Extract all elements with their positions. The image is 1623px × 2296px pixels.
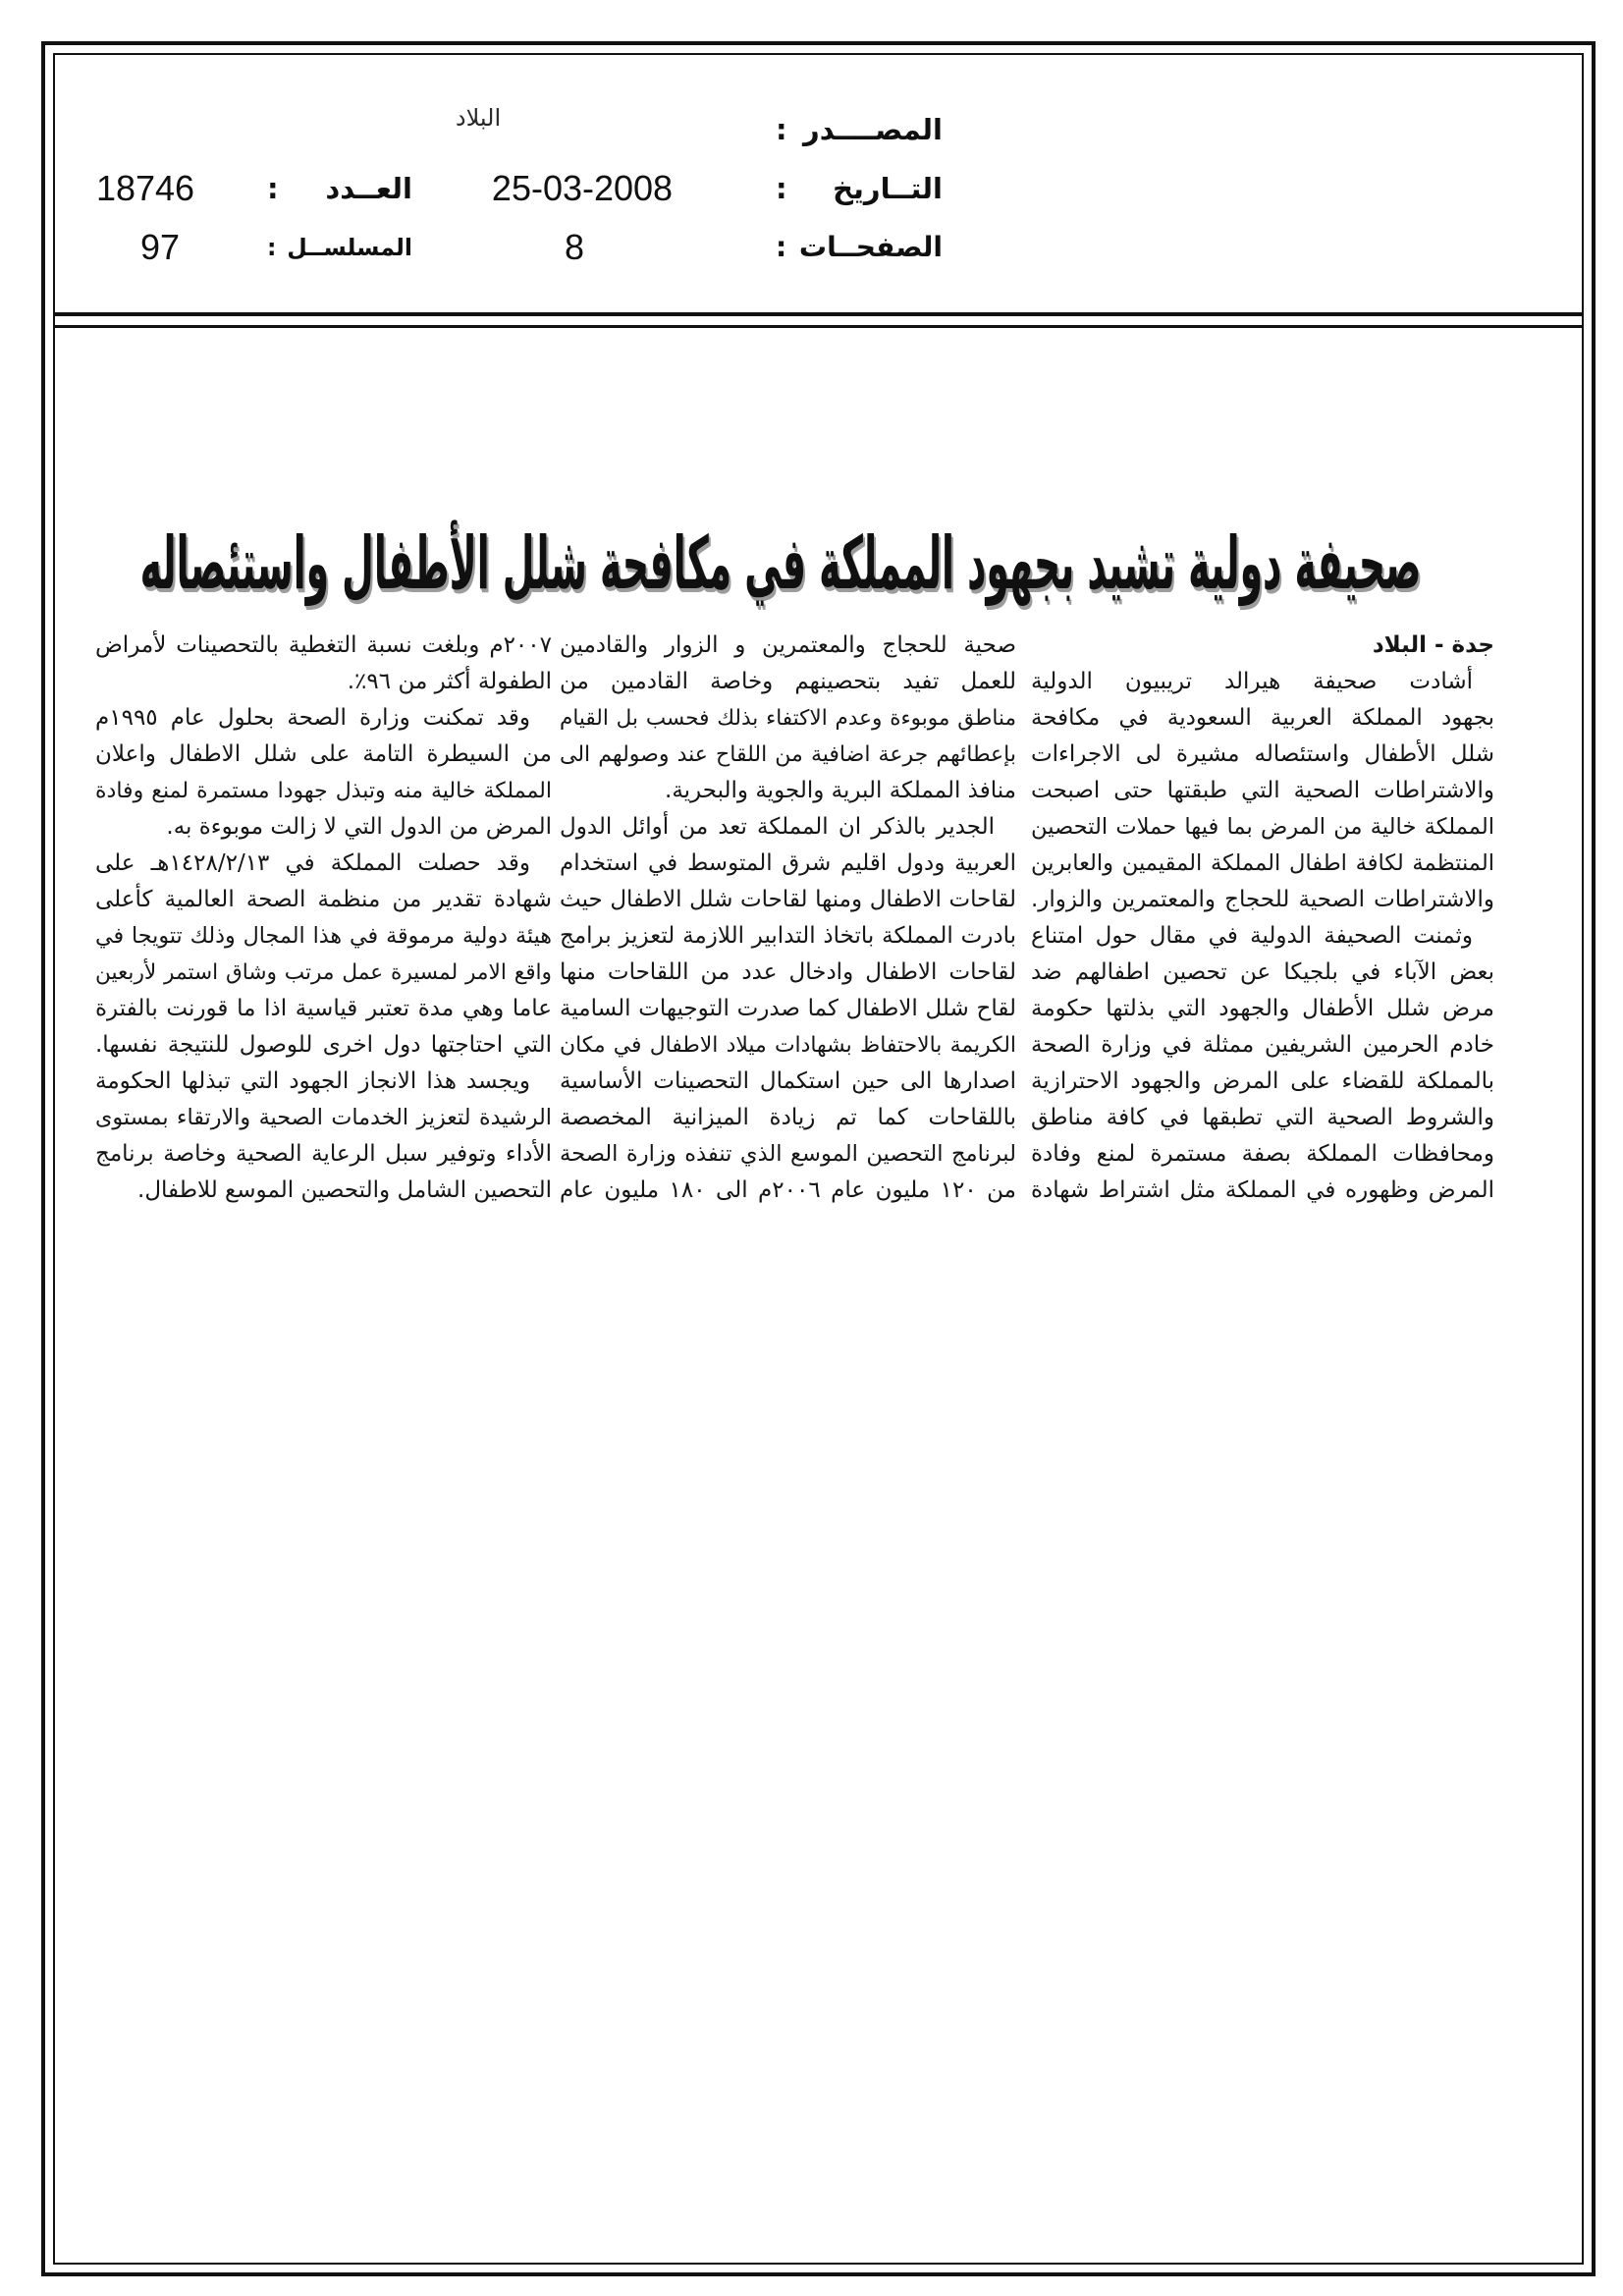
article-line: المرض وظهوره في المملكة مثل اشتراط شهادة (1031, 1177, 1494, 1203)
article-line: لقاحات الاطفال ومنها لقاحات شلل الاطفال حيث (560, 887, 1016, 912)
article-line: واقع الامر لمسيرة عمل مرتب وشاق استمر لأربعين (95, 960, 552, 985)
header-separator-bottom (53, 325, 1584, 328)
serial-label: المسلســل : (267, 234, 412, 261)
header-separator-top (53, 312, 1584, 316)
article-line: الكريمة بالاحتفاظ بشهادات ميلاد الاطفال في مكان (560, 1033, 1016, 1058)
article-line: شلل الأطفال واستئصاله مشيرة لى الاجراءات (1031, 741, 1494, 767)
article-line: والشروط الصحية التي تطبقها في كافة مناطق (1031, 1105, 1494, 1130)
article-column-left (95, 628, 552, 1209)
article-line: المملكة خالية من المرض بما فيها حملات التحصين (1031, 814, 1494, 840)
article-line: للعمل تفيد بتحصينهم وخاصة القادمين من (560, 669, 1016, 694)
issue-label: العــدد : (267, 172, 412, 205)
article-line: بعض الآباء في بلجيكا عن تحصين اطفالهم ضد (1031, 959, 1494, 985)
issue-value: 18746 (95, 168, 195, 208)
article-line: عاما وهي مدة تعتبر قياسية اذا ما قورنت بالفترة (95, 996, 552, 1021)
date-value: 25-03-2008 (491, 168, 674, 208)
article-line: خادم الحرمين الشريفين ممثلة في وزارة الصحة (1031, 1032, 1494, 1058)
date-label: التــاريخ : (776, 172, 943, 205)
article-line: وقد تمكنت وزارة الصحة بحلول عام ١٩٩٥م (95, 705, 530, 731)
article-line: مناطق موبوءة وعدم الاكتفاء بذلك فحسب بل القيام (560, 706, 1016, 731)
article-line: ومحافظات المملكة بصفة مستمرة لمنع وفادة (1031, 1141, 1494, 1167)
article-line: اصدارها الى حين استكمال التحصينات الأساسية (560, 1068, 1016, 1094)
article-line: الطفولة أكثر من ٩٦٪. (347, 669, 552, 694)
article-line: من السيطرة التامة على شلل الاطفال واعلان (95, 741, 552, 767)
article-line: وثمنت الصحيفة الدولية في مقال حول امتناع (1031, 923, 1473, 949)
article-line: لبرنامج التحصين الموسع الذي تنفذه وزارة الصحة (560, 1141, 1016, 1167)
article-line: من ١٢٠ مليون عام ٢٠٠٦م الى ١٨٠ مليون عام (560, 1177, 1016, 1203)
dateline: جدة - البلاد (1372, 632, 1494, 658)
article-line: الرشيدة لتعزيز الخدمات الصحية والارتقاء بمستوى (95, 1105, 552, 1130)
article-line: هيئة دولية مرموقة في هذا المجال وذلك تتويجا في (95, 923, 552, 949)
source-value: البلاد (455, 104, 502, 132)
article-line: باللقاحات كما تم زيادة الميزانية المخصصة (560, 1105, 1016, 1130)
article-line: المرض من الدول التي لا زالت موبوءة به. (166, 814, 552, 840)
article-line: منافذ المملكة البرية والجوية والبحرية. (665, 778, 1016, 803)
article-line: وقد حصلت المملكة في ١٤٢٨/٢/١٣هـ على (95, 850, 530, 876)
pages-label: الصفحــات : (776, 231, 943, 263)
article-line: والاشتراطات الصحية التي طبقتها حتى اصبحت (1031, 778, 1494, 803)
article-line: بادرت المملكة باتخاذ التدابير اللازمة لتعزيز برامج (560, 923, 1016, 949)
article-line: التي احتاجتها دول اخرى للوصول للنتيجة نفسها. (95, 1032, 552, 1058)
article-line: بجهود المملكة العربية السعودية في مكافحة (1031, 705, 1494, 731)
article-line: المنتظمة لكافة اطفال المملكة المقيمين والعابرين (1031, 850, 1494, 876)
article-line: صحية للحجاج والمعتمرين و الزوار والقادمين (560, 632, 1016, 658)
article-line: ويجسد هذا الانجاز الجهود التي تبذلها الحكومة (95, 1068, 530, 1094)
article-line: شهادة تقدير من منظمة الصحة العالمية كأعلى (95, 887, 552, 912)
article-line: بإعطائهم جرعة اضافية من اللقاح عند وصولهم الى (560, 742, 1016, 767)
article-line: بالمملكة للقضاء على المرض والجهود الاحترازية (1031, 1068, 1494, 1094)
article-line: والاشتراطات الصحية للحجاج والمعتمرين والزوار. (1031, 887, 1494, 912)
article-line: التحصين الشامل والتحصين الموسع للاطفال. (137, 1177, 552, 1203)
headline (139, 517, 1421, 611)
article-line: العربية ودول اقليم شرق المتوسط في استخدام (560, 850, 1016, 876)
article-line: ٢٠٠٧م وبلغت نسبة التغطية بالتحصينات لأمراض (95, 632, 552, 658)
source-label: المصــــدر : (776, 113, 943, 146)
article-line: لقاحات الاطفال وادخال عدد من اللقاحات منها (560, 959, 1016, 985)
article-line: الأداء وتوفير سبل الرعاية الصحية وخاصة برنامج (95, 1141, 552, 1167)
article-line: مرض شلل الأطفال والجهود التي بذلتها حكومة (1031, 996, 1494, 1021)
serial-value: 97 (139, 227, 181, 267)
article-line: المملكة خالية منه وتبذل جهودا مستمرة لمنع وفادة (95, 779, 552, 803)
article-column-middle (560, 628, 1016, 1209)
article-line: الجدير بالذكر ان المملكة تعد من أوائل الدول (560, 814, 995, 840)
article-line: لقاح شلل الاطفال كما صدرت التوجيهات السامية (560, 996, 1016, 1021)
article-column-right (1031, 628, 1494, 1209)
article-line: أشادت صحيفة هيرالد تريبيون الدولية (1031, 669, 1473, 694)
headline-text: صحيفة دولية تشيد بجهود المملكة في مكافحة شلل الأطفال واستئصاله (139, 521, 1421, 606)
pages-value: 8 (564, 227, 585, 267)
